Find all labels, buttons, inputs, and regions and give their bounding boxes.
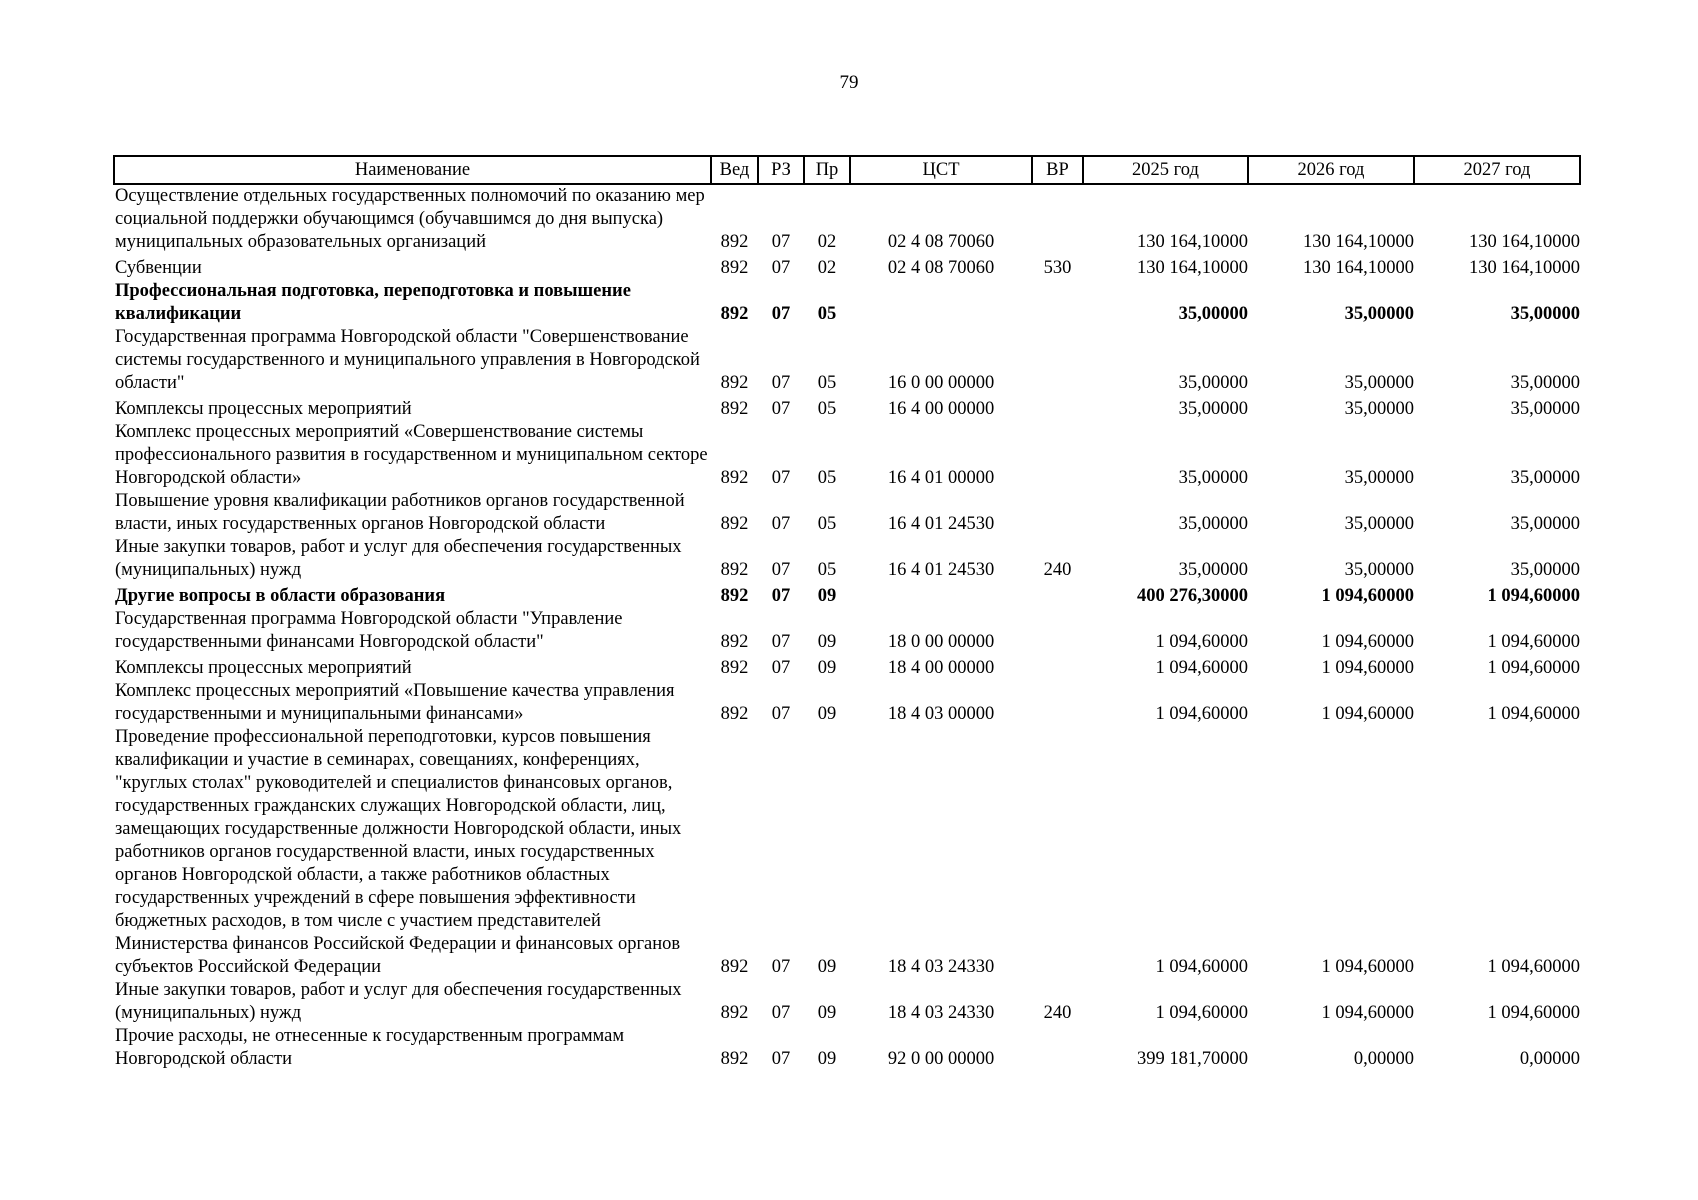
row-cst: 02 4 08 70060 bbox=[887, 258, 995, 278]
row-cst: 16 4 01 24530 bbox=[887, 514, 995, 534]
row-cst: 18 4 03 24330 bbox=[887, 1003, 995, 1023]
row-amount-2027: 35,00000 bbox=[1510, 560, 1580, 580]
row-cst bbox=[850, 582, 1032, 608]
table-row bbox=[114, 421, 1580, 490]
table-row bbox=[114, 326, 1580, 395]
row-pr: 09 bbox=[817, 632, 837, 652]
row-amount-2025: 400 276,30000 bbox=[1137, 586, 1248, 606]
row-name: Государственная программа Новгородской области "Совершенствование системы государственного и муниципального управления в Новгородской области" bbox=[115, 327, 700, 393]
row-ved: 892 bbox=[720, 399, 749, 419]
row-amount-2027: 130 164,10000 bbox=[1469, 258, 1580, 278]
row-rz: 07 bbox=[771, 957, 791, 977]
row-amount-2027: 1 094,60000 bbox=[1487, 658, 1580, 678]
row-pr: 02 bbox=[817, 232, 837, 252]
row-vr bbox=[1032, 184, 1083, 254]
row-name: Государственная программа Новгородской области "Управление государственными финансами Новгородской области" bbox=[115, 609, 623, 652]
row-amount-2026: 35,00000 bbox=[1344, 468, 1414, 488]
row-pr: 05 bbox=[817, 373, 837, 393]
row-pr: 05 bbox=[817, 560, 837, 580]
row-name: Комплекс процессных мероприятий «Совершенствование системы профессионального развития в государственном и муниципальном секторе Новгородской области» bbox=[115, 422, 708, 488]
row-amount-2027: 1 094,60000 bbox=[1487, 586, 1580, 606]
row-amount-2025: 35,00000 bbox=[1178, 304, 1248, 324]
row-rz: 07 bbox=[771, 373, 791, 393]
row-amount-2027: 35,00000 bbox=[1510, 399, 1580, 419]
row-cst: 18 4 03 00000 bbox=[887, 704, 995, 724]
table-row bbox=[114, 395, 1580, 421]
row-amount-2026: 35,00000 bbox=[1344, 373, 1414, 393]
row-ved: 892 bbox=[720, 258, 749, 278]
row-amount-2026: 1 094,60000 bbox=[1321, 632, 1414, 652]
row-amount-2026: 35,00000 bbox=[1344, 399, 1414, 419]
row-name: Комплексы процессных мероприятий bbox=[115, 399, 412, 419]
row-ved: 892 bbox=[720, 704, 749, 724]
row-ved: 892 bbox=[720, 586, 749, 606]
row-cst: 18 4 03 24330 bbox=[887, 957, 995, 977]
row-vr bbox=[1032, 726, 1083, 979]
row-pr: 05 bbox=[817, 399, 837, 419]
row-vr bbox=[1032, 280, 1083, 326]
row-amount-2025: 1 094,60000 bbox=[1155, 957, 1248, 977]
row-amount-2027: 1 094,60000 bbox=[1487, 957, 1580, 977]
row-ved: 892 bbox=[720, 514, 749, 534]
row-amount-2027: 35,00000 bbox=[1510, 304, 1580, 324]
row-pr: 05 bbox=[817, 514, 837, 534]
row-amount-2026: 35,00000 bbox=[1344, 304, 1414, 324]
row-amount-2025: 1 094,60000 bbox=[1155, 1003, 1248, 1023]
row-name: Иные закупки товаров, работ и услуг для обеспечения государственных (муниципальных) нужд bbox=[115, 980, 682, 1023]
row-amount-2026: 35,00000 bbox=[1344, 514, 1414, 534]
row-amount-2026: 130 164,10000 bbox=[1303, 232, 1414, 252]
row-amount-2025: 35,00000 bbox=[1178, 514, 1248, 534]
row-ved: 892 bbox=[720, 373, 749, 393]
table-row bbox=[114, 490, 1580, 536]
row-amount-2025: 35,00000 bbox=[1178, 560, 1248, 580]
row-ved: 892 bbox=[720, 658, 749, 678]
table-header bbox=[114, 156, 1580, 184]
row-ved: 892 bbox=[720, 1003, 749, 1023]
row-rz: 07 bbox=[771, 632, 791, 652]
row-rz: 07 bbox=[771, 304, 791, 324]
row-rz: 07 bbox=[771, 1049, 791, 1069]
row-vr bbox=[1032, 1025, 1083, 1071]
row-vr bbox=[1032, 421, 1083, 490]
row-amount-2025: 1 094,60000 bbox=[1155, 658, 1248, 678]
row-amount-2026: 1 094,60000 bbox=[1321, 1003, 1414, 1023]
row-amount-2026: 130 164,10000 bbox=[1303, 258, 1414, 278]
row-ved: 892 bbox=[720, 1049, 749, 1069]
row-vr bbox=[1032, 395, 1083, 421]
table-row bbox=[114, 184, 1580, 254]
table-row bbox=[114, 608, 1580, 654]
row-rz: 07 bbox=[771, 658, 791, 678]
row-cst: 16 0 00 00000 bbox=[887, 373, 995, 393]
row-amount-2025: 130 164,10000 bbox=[1137, 258, 1248, 278]
row-amount-2027: 1 094,60000 bbox=[1487, 704, 1580, 724]
row-vr: 240 bbox=[1043, 1003, 1072, 1023]
row-rz: 07 bbox=[771, 232, 791, 252]
col-header-2026: 2026 год bbox=[1248, 156, 1414, 184]
row-vr bbox=[1032, 582, 1083, 608]
row-name: Проведение профессиональной переподготовки, курсов повышения квалификации и участие в семинарах, совещаниях, конференциях, "круглых столах" руководителей и специалистов финансовых органов, государственных гражданских служащих Новгородской области, лиц, замещающих государственные должности Новгородской области, иных работников органов государственной власти, иных государственных органов Новгородской области, а также работников областных государственных учреждений в сфере повышения эффективности бюджетных расходов, в том числе с участием представителей Министерства финансов Российской Федерации и финансовых органов субъектов Российской Федерации bbox=[115, 727, 682, 977]
row-name: Осуществление отдельных государственных полномочий по оказанию мер социальной поддержки обучающимся (обучавшимся до дня выпуска) муниципальных образовательных организаций bbox=[115, 186, 705, 252]
row-cst: 92 0 00 00000 bbox=[887, 1049, 995, 1069]
row-vr: 530 bbox=[1043, 258, 1072, 278]
row-cst bbox=[850, 280, 1032, 326]
row-amount-2026: 35,00000 bbox=[1344, 560, 1414, 580]
row-name: Комплексы процессных мероприятий bbox=[115, 658, 412, 678]
row-amount-2025: 1 094,60000 bbox=[1155, 632, 1248, 652]
row-amount-2025: 130 164,10000 bbox=[1137, 232, 1248, 252]
table-row bbox=[114, 654, 1580, 680]
row-cst: 18 0 00 00000 bbox=[887, 632, 995, 652]
row-rz: 07 bbox=[771, 399, 791, 419]
table-body bbox=[114, 184, 1580, 1071]
row-vr bbox=[1032, 680, 1083, 726]
table-row bbox=[114, 979, 1580, 1025]
row-amount-2026: 1 094,60000 bbox=[1321, 658, 1414, 678]
row-amount-2026: 0,00000 bbox=[1353, 1049, 1414, 1069]
row-name: Иные закупки товаров, работ и услуг для обеспечения государственных (муниципальных) нужд bbox=[115, 537, 682, 580]
row-rz: 07 bbox=[771, 704, 791, 724]
row-amount-2027: 130 164,10000 bbox=[1469, 232, 1580, 252]
row-amount-2026: 1 094,60000 bbox=[1321, 704, 1414, 724]
row-ved: 892 bbox=[720, 560, 749, 580]
row-pr: 09 bbox=[817, 586, 837, 606]
row-amount-2026: 1 094,60000 bbox=[1321, 586, 1414, 606]
row-pr: 02 bbox=[817, 258, 837, 278]
row-name: Прочие расходы, не отнесенные к государственным программам Новгородской области bbox=[115, 1026, 625, 1069]
col-header-vr: ВР bbox=[1032, 156, 1083, 184]
row-pr: 09 bbox=[817, 1049, 837, 1069]
row-pr: 05 bbox=[817, 468, 837, 488]
row-amount-2025: 35,00000 bbox=[1178, 373, 1248, 393]
row-amount-2027: 35,00000 bbox=[1510, 373, 1580, 393]
row-vr bbox=[1032, 326, 1083, 395]
table-row bbox=[114, 536, 1580, 582]
row-name: Другие вопросы в области образования bbox=[115, 586, 446, 606]
row-ved: 892 bbox=[720, 304, 749, 324]
row-amount-2027: 1 094,60000 bbox=[1487, 1003, 1580, 1023]
row-rz: 07 bbox=[771, 514, 791, 534]
row-rz: 07 bbox=[771, 560, 791, 580]
table-row bbox=[114, 1025, 1580, 1071]
row-rz: 07 bbox=[771, 586, 791, 606]
row-amount-2027: 1 094,60000 bbox=[1487, 632, 1580, 652]
row-ved: 892 bbox=[720, 632, 749, 652]
table-row bbox=[114, 726, 1580, 979]
table-row bbox=[114, 254, 1580, 280]
col-header-name: Наименование bbox=[114, 156, 711, 184]
row-rz: 07 bbox=[771, 468, 791, 488]
row-amount-2025: 1 094,60000 bbox=[1155, 704, 1248, 724]
row-amount-2025: 35,00000 bbox=[1178, 468, 1248, 488]
budget-table bbox=[113, 155, 1581, 1071]
row-pr: 09 bbox=[817, 658, 837, 678]
row-rz: 07 bbox=[771, 1003, 791, 1023]
row-pr: 05 bbox=[817, 304, 837, 324]
row-ved: 892 bbox=[720, 232, 749, 252]
col-header-ved: Вед bbox=[711, 156, 758, 184]
row-vr bbox=[1032, 608, 1083, 654]
row-amount-2025: 35,00000 bbox=[1178, 399, 1248, 419]
row-vr bbox=[1032, 654, 1083, 680]
row-name: Повышение уровня квалификации работников органов государственной власти, иных государственных органов Новгородской области bbox=[115, 491, 685, 534]
row-pr: 09 bbox=[817, 704, 837, 724]
row-cst: 02 4 08 70060 bbox=[887, 232, 995, 252]
row-vr bbox=[1032, 490, 1083, 536]
row-ved: 892 bbox=[720, 957, 749, 977]
table-row bbox=[114, 680, 1580, 726]
row-ved: 892 bbox=[720, 468, 749, 488]
row-pr: 09 bbox=[817, 1003, 837, 1023]
row-name: Профессиональная подготовка, переподготовка и повышение квалификации bbox=[115, 281, 631, 324]
row-vr: 240 bbox=[1043, 560, 1072, 580]
col-header-pr: Пр bbox=[804, 156, 850, 184]
page-number: 79 bbox=[839, 72, 859, 93]
row-cst: 18 4 00 00000 bbox=[887, 658, 995, 678]
row-amount-2027: 0,00000 bbox=[1519, 1049, 1580, 1069]
row-rz: 07 bbox=[771, 258, 791, 278]
row-amount-2025: 399 181,70000 bbox=[1137, 1049, 1248, 1069]
table-row bbox=[114, 582, 1580, 608]
col-header-cst: ЦСТ bbox=[850, 156, 1032, 184]
col-header-rz: РЗ bbox=[758, 156, 804, 184]
row-amount-2027: 35,00000 bbox=[1510, 514, 1580, 534]
col-header-2027: 2027 год bbox=[1414, 156, 1580, 184]
row-cst: 16 4 00 00000 bbox=[887, 399, 995, 419]
row-name: Субвенции bbox=[115, 258, 202, 278]
row-cst: 16 4 01 24530 bbox=[887, 560, 995, 580]
row-amount-2026: 1 094,60000 bbox=[1321, 957, 1414, 977]
row-pr: 09 bbox=[817, 957, 837, 977]
row-amount-2027: 35,00000 bbox=[1510, 468, 1580, 488]
row-cst: 16 4 01 00000 bbox=[887, 468, 995, 488]
table-row bbox=[114, 280, 1580, 326]
row-name: Комплекс процессных мероприятий «Повышение качества управления государственными и муниципальными финансами» bbox=[115, 681, 675, 724]
col-header-2025: 2025 год bbox=[1083, 156, 1248, 184]
